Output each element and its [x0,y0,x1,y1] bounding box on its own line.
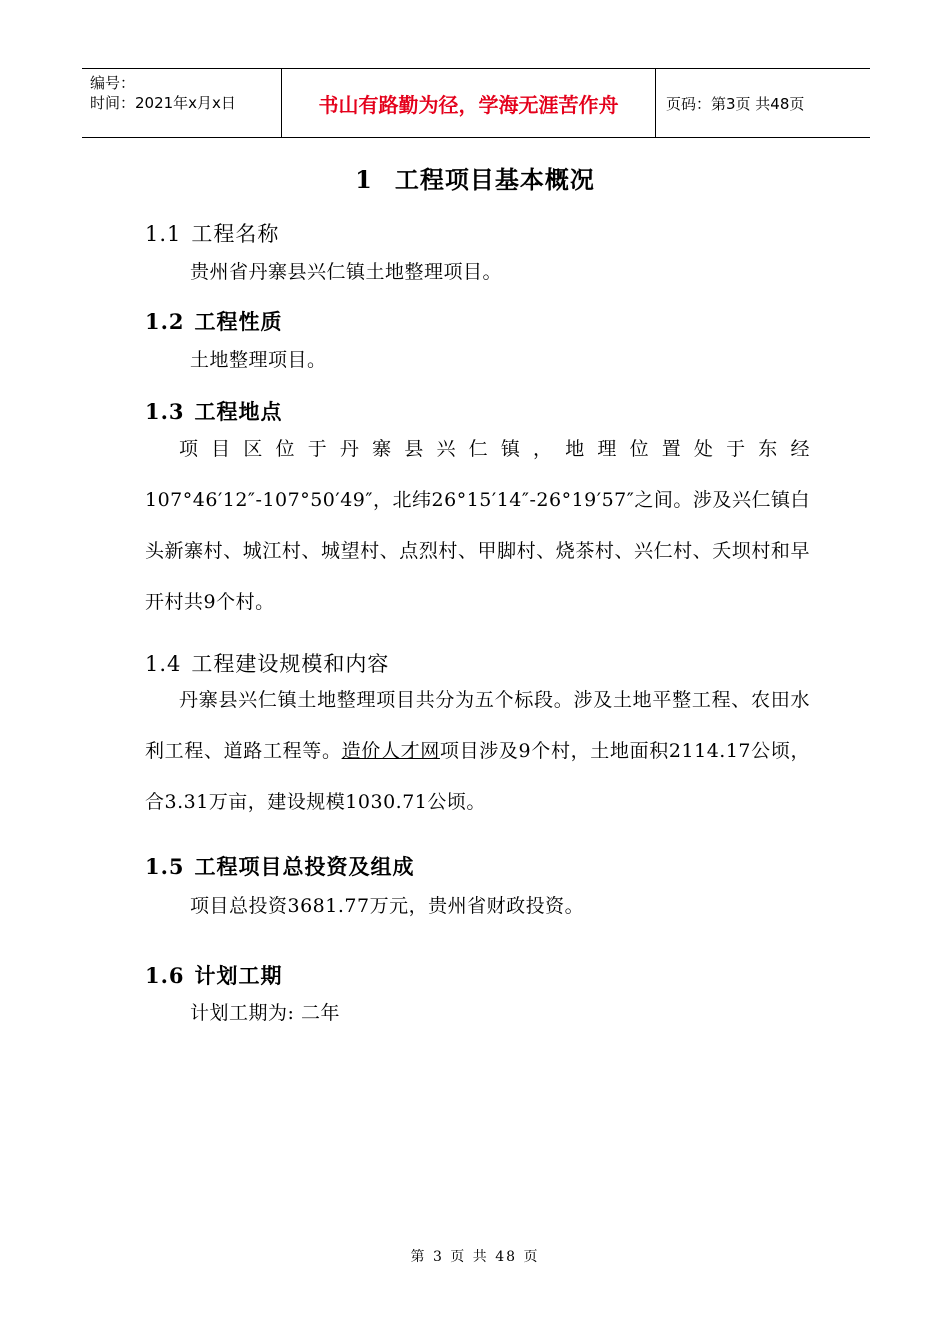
section-heading-1-6: 1.6 计划工期 [145,963,283,988]
chapter-title-text: 工程项目基本概况 [394,165,595,194]
motto: 书山有路勤为径，学海无涯苦作舟 [282,69,656,137]
section-body-1-4: 丹寨县兴仁镇土地整理项目共分为五个标段。涉及土地平整工程、农田水利工程、道路工程等。造价人才网项目涉及9个村，土地面积2114.17公顷，合3.31万亩，建设规模1030.71公顷。 [145,689,810,813]
section-heading-1-3: 1.3 工程地点 [145,399,283,424]
section-body-1-2: 土地整理项目。 [190,349,327,371]
section-heading-1-2: 1.2 工程性质 [145,309,283,334]
chapter-number: 1 [355,165,373,194]
zaojia-link[interactable]: 造价人才网 [341,740,440,762]
page-info: 页码：第3页 共48页 [666,94,805,113]
header-meta-cell [82,69,282,137]
section-body-1-5: 项目总投资3681.77万元，贵州省财政投资。 [190,895,585,917]
section-heading-1-5: 1.5 工程项目总投资及组成 [145,854,415,879]
section-body-1-3: 项目区位于丹寨县兴仁镇，地理位置处于东经107°46′12″-107°50′49″，北纬26°15′14″-26°19′57″之间。涉及兴仁镇白头新寨村、城江村、城望村、点烈村、甲脚村、烧茶村、兴仁村、夭坝村和早开村共9个村。 [145,438,810,613]
time-label: 时间：2021年x月x日 [90,94,236,112]
document-header [82,68,870,138]
section-body-1-6: 计划工期为: 二年 [190,1002,340,1024]
chapter-title [0,160,950,195]
section-heading-1-1: 1.1 工程名称 [145,222,280,246]
number-label: 编号： [90,74,136,92]
page-footer: 第 3 页 共 48 页 [410,1249,540,1265]
section-heading-1-4: 1.4 工程建设规模和内容 [145,652,390,676]
section-body-1-1: 贵州省丹寨县兴仁镇土地整理项目。 [190,261,503,283]
